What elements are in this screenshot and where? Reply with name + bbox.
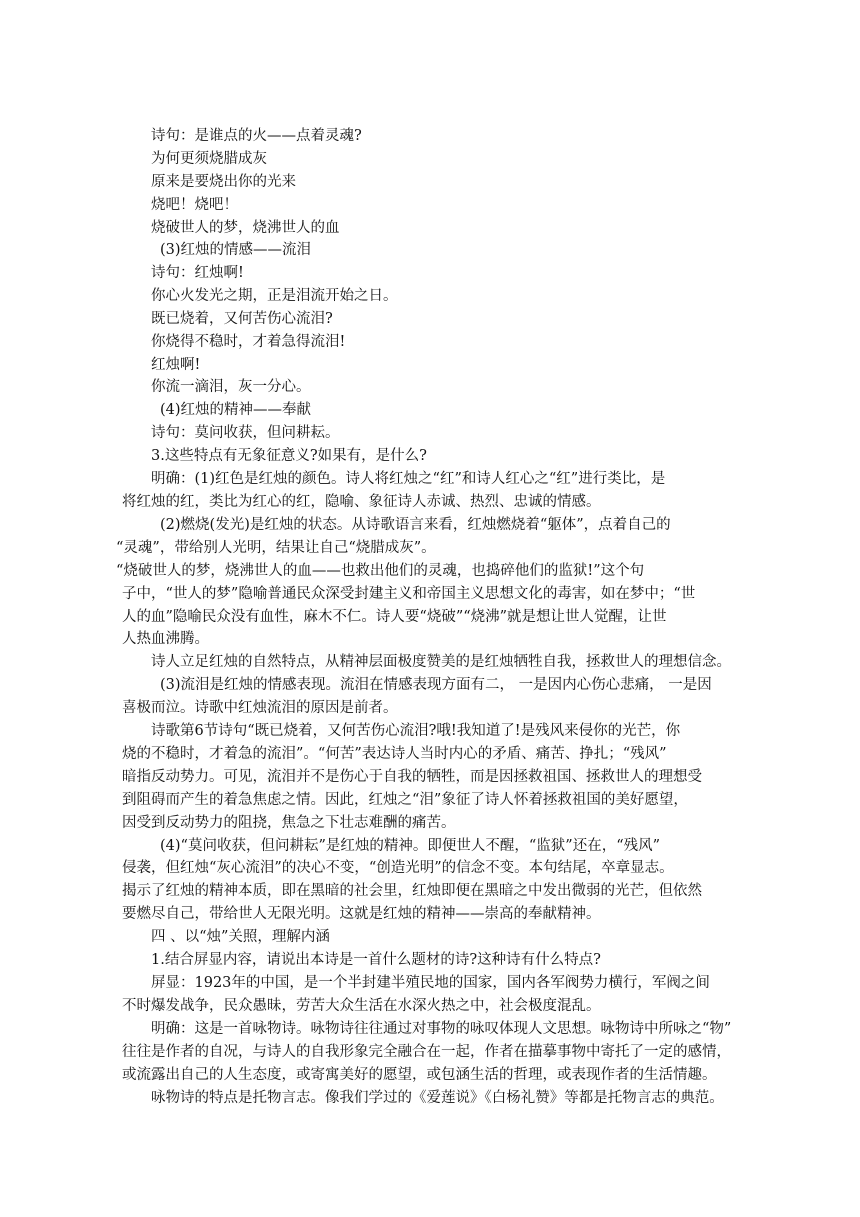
text-line: 诗句：红烛啊! (151, 265, 244, 281)
text-line: 人热血沸腾。 (122, 631, 209, 647)
text-line: 揭示了红烛的精神本质，即在黑暗的社会里，红烛即便在黑暗之中发出微弱的光芒，但依然 (122, 883, 702, 899)
text-line: (2)燃烧(发光)是红烛的状态。从诗歌语言来看，红烛燃烧着“躯体”，点着自己的 (160, 517, 671, 533)
text-line: 暗指反动势力。可见，流泪并不是伤心于自我的牺牲，而是因拯救祖国、拯救世人的理想受 (122, 769, 702, 785)
text-line: 你烧得不稳时，才着急得流泪! (151, 334, 346, 350)
section-heading: (3)红烛的情感——流泪 (160, 242, 312, 258)
text-line: 侵袭，但红烛“灰心流泪”的决心不变，“创造光明”的信念不变。本句结尾，卒章显志。 (122, 860, 674, 876)
text-line: 为何更须烧腊成灰 (151, 151, 267, 167)
text-line: 屏显：1923年的中国，是一个半封建半殖民地的国家，国内各军阀势力横行，军阀之间 (151, 975, 710, 991)
text-line: “灵魂”，带给别人光明，结果让自己“烧腊成灰”。 (116, 540, 436, 556)
text-line: 或流露出自己的人生态度，或寄寓美好的愿望，或包涵生活的哲理，或表现作者的生活情趣。 (122, 1067, 717, 1083)
text-line: 烧破世人的梦，烧沸世人的血 (151, 220, 340, 236)
text-line: (3)流泪是红烛的情感表现。流泪在情感表现方面有二， 一是因内心伤心悲痛， 一是因 (160, 677, 712, 693)
text-line: 喜极而泣。诗歌中红烛流泪的原因是前者。 (122, 700, 398, 716)
text-line: 诗句：是谁点的火——点着灵魂? (151, 128, 362, 144)
section-heading: 四 、以“烛”关照，理解内涵 (151, 929, 330, 945)
text-line: 明确：这是一首咏物诗。咏物诗往往通过对事物的咏叹体现人文思想。咏物诗中所咏之“物” (151, 1021, 732, 1037)
text-line: 你流一滴泪，灰一分心。 (151, 379, 311, 395)
section-heading: (4)红烛的精神——奉献 (160, 402, 312, 418)
text-line: “烧破世人的梦，烧沸世人的血——也救出他们的灵魂，也捣碎他们的监狱!”这个句 (116, 563, 645, 579)
text-line: 红烛啊! (151, 357, 201, 373)
text-line: 明确：(1)红色是红烛的颜色。诗人将红烛之“红”和诗人红心之“红”进行类比，是 (151, 471, 666, 487)
question-line: 3.这些特点有无象征意义?如果有，是什么? (151, 448, 427, 464)
text-line: 你心火发光之期，正是泪流开始之日。 (151, 288, 398, 304)
text-line: 到阻碍而产生的着急焦虑之情。因此，红烛之“泪”象征了诗人怀着拯救祖国的美好愿望， (122, 792, 688, 808)
text-line: 将红烛的红，类比为红心的红，隐喻、象征诗人赤诚、热烈、忠诚的情感。 (122, 494, 601, 510)
text-line: (4)“莫问收获，但问耕耘”是红烛的精神。即便世人不醒，“监狱”还在，“残风” (160, 838, 661, 854)
text-line: 诗句：莫问收获，但问耕耘。 (151, 425, 340, 441)
text-line: 往往是作者的自况，与诗人的自我形象完全融合在一起，作者在描摹事物中寄托了一定的感情， (122, 1044, 731, 1060)
text-line: 烧的不稳时，才着急的流泪”。“何苦”表达诗人当时内心的矛盾、痛苦、挣扎；“残风” (122, 746, 667, 762)
text-line: 因受到反动势力的阻挠，焦急之下壮志难酬的痛苦。 (122, 815, 456, 831)
text-line: 咏物诗的特点是托物言志。像我们学过的《爱莲说》《白杨礼赞》等都是托物言志的典范。 (151, 1090, 724, 1106)
text-line: 诗歌第6节诗句“既已烧着，又何苦伤心流泪?哦!我知道了!是残风来侵你的光芒，你 (151, 723, 681, 739)
text-line: 不时爆发战争，民众愚昧，劳苦大众生活在水深火热之中，社会极度混乱。 (122, 998, 601, 1014)
text-line: 烧吧！烧吧！ (151, 197, 238, 213)
text-line: 人的血”隐喻民众没有血性，麻木不仁。诗人要“烧破”“烧沸”就是想让世人觉醒，让世 (122, 609, 667, 625)
text-line: 原来是要烧出你的光来 (151, 174, 296, 190)
question-line: 1.结合屏显内容，请说出本诗是一首什么题材的诗?这种诗有什么特点? (151, 952, 601, 968)
text-line: 子中，“世人的梦”隐喻普通民众深受封建主义和帝国主义思想文化的毒害，如在梦中；“世 (122, 586, 696, 602)
text-line: 既已烧着，又何苦伤心流泪? (151, 311, 333, 327)
text-line: 要燃尽自己，带给世人无限光明。这就是红烛的精神——崇高的奉献精神。 (122, 906, 601, 922)
text-line: 诗人立足红烛的自然特点，从精神层面极度赞美的是红烛牺牲自我，拯救世人的理想信念。 (151, 654, 731, 670)
